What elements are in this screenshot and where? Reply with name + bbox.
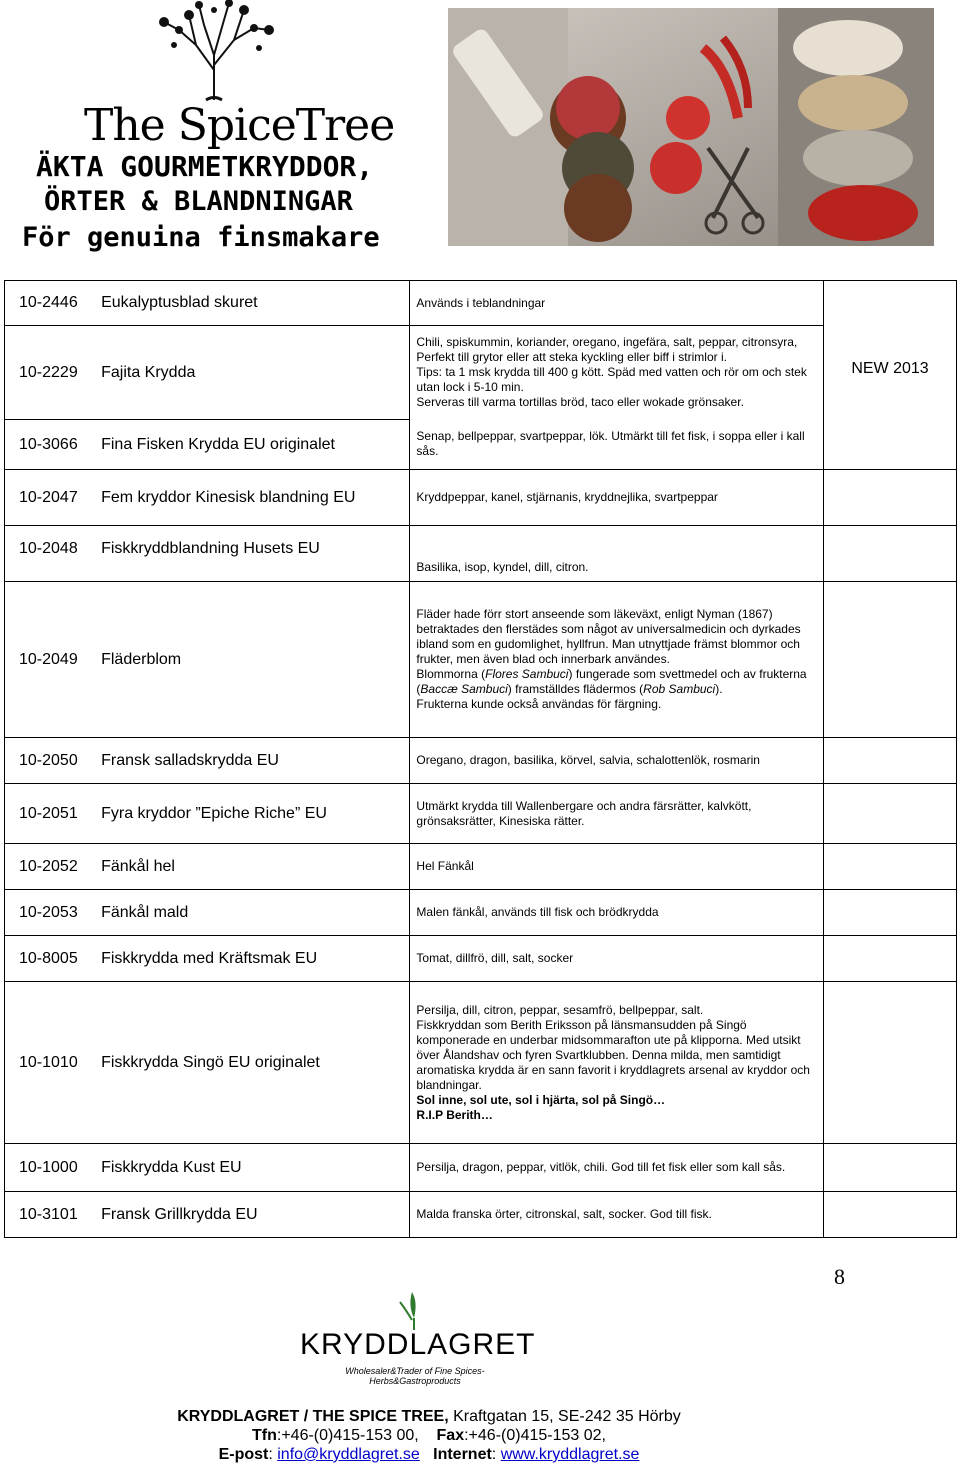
product-name: Fransk salladskrydda EU [95, 738, 410, 784]
product-code: 10-2229 [5, 326, 96, 420]
table-row [5, 420, 957, 470]
page-number: 8 [834, 1264, 845, 1289]
product-name: Fänkål mald [95, 890, 410, 936]
spices-photo [448, 8, 934, 246]
product-description: Utmärkt krydda till Wallenbergare och andra färsrätter, kalvkött, grönsaksrätter, Kinesiska rätter. [410, 784, 823, 844]
product-code: 10-1000 [5, 1144, 96, 1192]
product-description: Tomat, dillfrö, dill, salt, socker [410, 936, 823, 982]
product-name: Fransk Grillkrydda EU [95, 1192, 410, 1238]
product-code: 10-2049 [5, 582, 96, 738]
product-name: Fem kryddor Kinesisk blandning EU [95, 470, 410, 526]
product-description: Malen fänkål, används till fisk och brödkrydda [410, 890, 823, 936]
product-code: 10-2050 [5, 738, 96, 784]
product-description: Används i teblandningar [410, 281, 823, 326]
product-name: Eukalyptusblad skuret [95, 281, 410, 326]
product-code: 10-1010 [5, 982, 96, 1144]
product-name: Fina Fisken Krydda EU originalet [95, 420, 410, 470]
table-row [5, 281, 957, 326]
new-badge: NEW 2013 [851, 360, 929, 377]
product-name: Fiskkrydda Singö EU originalet [95, 982, 410, 1144]
table-row [5, 582, 957, 738]
tree-icon [144, 0, 284, 102]
product-description: Malda franska örter, citronskal, salt, socker. God till fisk. [410, 1192, 823, 1238]
table-row [5, 738, 957, 784]
tagline-1: ÄKTA GOURMETKRYDDOR, [36, 150, 374, 183]
product-name: Fiskkryddblandning Husets EU [95, 526, 410, 582]
table-row [5, 1144, 957, 1192]
table-row [5, 1192, 957, 1238]
product-description: Basilika, isop, kyndel, dill, citron. [410, 526, 823, 582]
website-link[interactable]: www.kryddlagret.se [500, 1446, 640, 1463]
table-row [5, 982, 957, 1144]
brand-name: The SpiceTree [84, 100, 395, 151]
kryddlagret-logo [300, 1290, 536, 1386]
product-code: 10-3066 [5, 420, 96, 470]
product-code: 10-2052 [5, 844, 96, 890]
product-description: Oregano, dragon, basilika, körvel, salvia, schalottenlök, rosmarin [410, 738, 823, 784]
product-name: Fänkål hel [95, 844, 410, 890]
product-code: 10-2051 [5, 784, 96, 844]
table-row [5, 470, 957, 526]
product-description: Hel Fänkål [410, 844, 823, 890]
footer-address: KRYDDLAGRET / THE SPICE TREE, Kraftgatan 15, SE-242 35 Hörby [177, 1408, 681, 1425]
tagline-2: ÖRTER & BLANDNINGAR [44, 186, 353, 217]
table-row [5, 784, 957, 844]
product-description: Fläder hade förr stort anseende som läkeväxt, enligt Nyman (1867) betraktades den flerstädes som något av universalmedicin och dyrkades ibland som en gudomlighet, hyllfrun. Man utnyttjade främst blommor och frukter, men även blad och innerbark användes. Blommorna (Flores Sambuci) fungerade som svettmedel och av frukterna (Baccæ Sambuci) framställdes flädermos (Rob Sambuci). Frukterna kunde också användas för färgning. [410, 582, 823, 738]
product-name: Fläderblom [95, 582, 410, 738]
product-name: Fiskkrydda Kust EU [95, 1144, 410, 1192]
product-code: 10-2047 [5, 470, 96, 526]
logo-wordmark: KRYDDLAGRET [300, 1328, 536, 1361]
footer-phone: Tfn:+46-(0)415-153 00, Fax:+46-(0)415-153 02, [252, 1427, 606, 1444]
table-row [5, 326, 957, 420]
spice-table [4, 280, 957, 1238]
logo-subtitle: Wholesaler&Trader of Fine Spices-Herbs&Gastroproducts [345, 1366, 485, 1386]
product-description: Chili, spiskummin, koriander, oregano, ingefära, salt, peppar, citronsyra, Perfekt till grytor eller att steka kyckling eller biff i strimlor i. Tips: ta 1 msk krydda till 400 g kött. Späd med vatten och rör om och stek utan lock i 5-10 min. Serveras till varma tortillas bröd, taco eller wokade grönsaker. [410, 326, 823, 420]
product-code: 10-8005 [5, 936, 96, 982]
product-code: 10-3101 [5, 1192, 96, 1238]
product-code: 10-2048 [5, 526, 96, 582]
table-row [5, 890, 957, 936]
table-row [5, 936, 957, 982]
spice-tree-logo [14, 0, 434, 262]
product-name: Fiskkrydda med Kräftsmak EU [95, 936, 410, 982]
email-link[interactable]: info@kryddlagret.se [277, 1446, 420, 1463]
product-code: 10-2053 [5, 890, 96, 936]
table-row [5, 844, 957, 890]
footer-contact: E-post: info@kryddlagret.se Internet: www.kryddlagret.se [218, 1446, 640, 1463]
product-description: Persilja, dragon, peppar, vitlök, chili. God till fet fisk eller som kall sås. [410, 1144, 823, 1192]
product-code: 10-2446 [5, 281, 96, 326]
product-description: Kryddpeppar, kanel, stjärnanis, kryddnejlika, svartpeppar [410, 470, 823, 526]
product-description: Senap, bellpeppar, svartpeppar, lök. Utmärkt till fet fisk, i soppa eller i kall sås. [410, 420, 823, 470]
product-name: Fyra kryddor ”Epiche Riche” EU [95, 784, 410, 844]
table-row [5, 526, 957, 582]
tagline-3: För genuina finsmakare [22, 222, 380, 253]
product-description: Persilja, dill, citron, peppar, sesamfrö, bellpeppar, salt. Fiskkryddan som Berith Eriksson på länsmansudden på Singö komponerade en underbar midsommarafton ute på klipporna. Med utsikt över Ålandshav och fyren Svartklubben. Denna milda, men samtidigt aromatiska krydda är en sann favorit i kryddlagrets arsenal av kryddor och blandningar. Sol inne, sol ute, sol i hjärta, sol på Singö… R.I.P Berith… [410, 982, 823, 1144]
product-name: Fajita Krydda [95, 326, 410, 420]
